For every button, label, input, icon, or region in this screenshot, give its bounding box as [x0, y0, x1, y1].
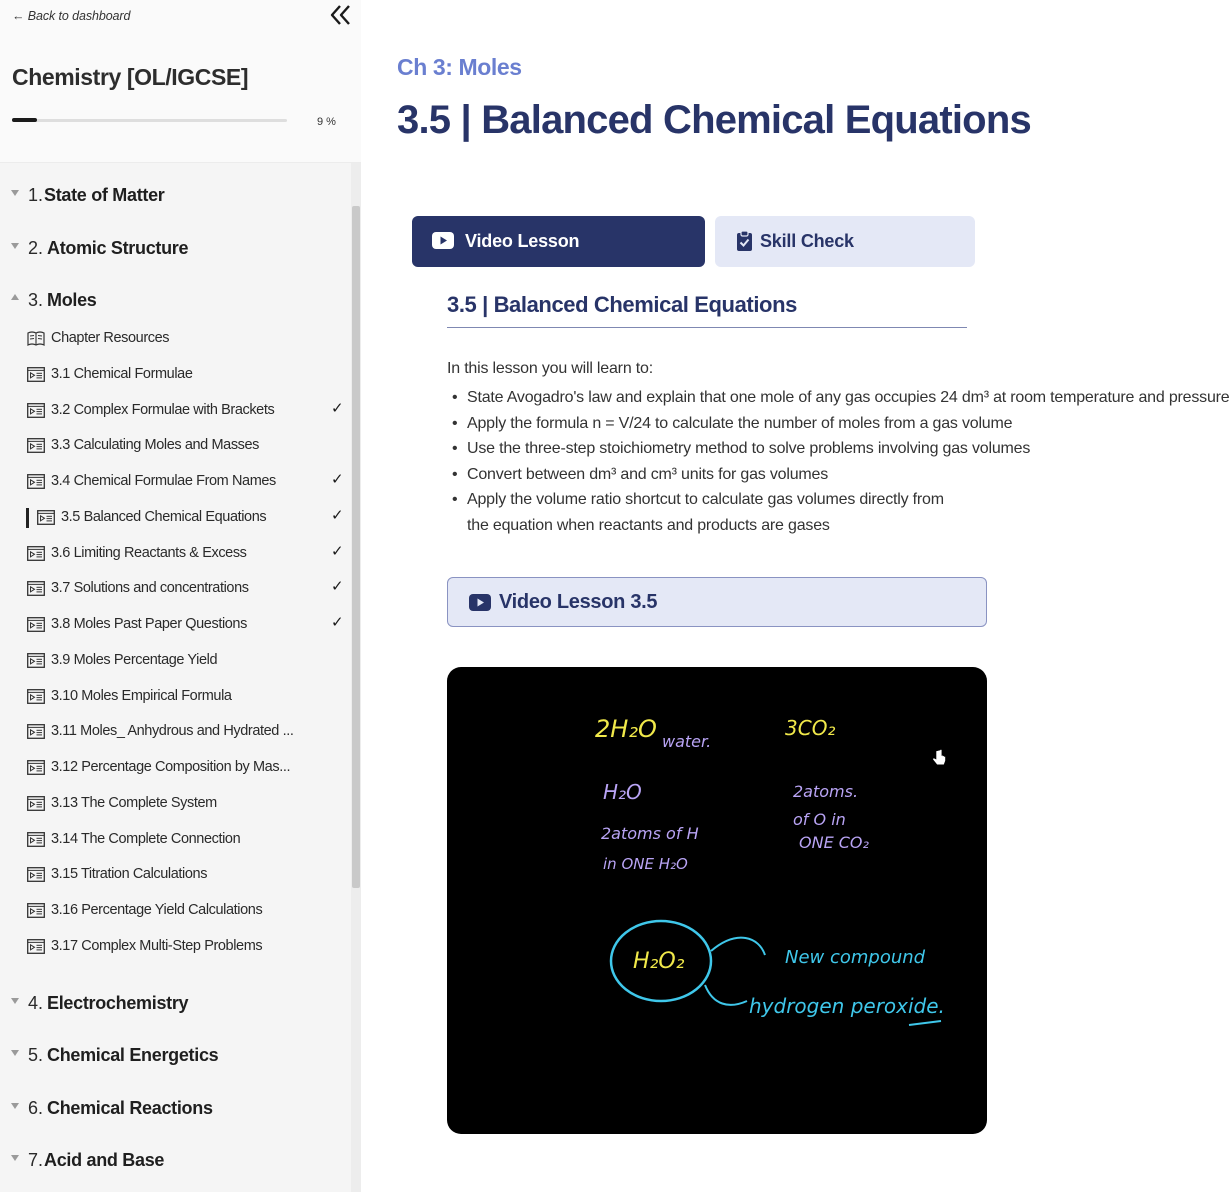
sidebar-lesson-label: 3.1 Chemical Formulae [51, 366, 193, 382]
video-lesson-icon [27, 939, 45, 954]
completed-check-icon: ✓ [331, 471, 344, 488]
back-to-dashboard-link[interactable]: ← Back to dashboard [12, 9, 131, 23]
board-text: H₂O [603, 780, 642, 804]
caret-down-icon [11, 1155, 19, 1161]
chapter-title: Atomic Structure [47, 238, 189, 258]
sidebar-lesson-label: 3.10 Moles Empirical Formula [51, 688, 232, 704]
sidebar-lesson-label: 3.13 The Complete System [51, 795, 217, 811]
board-text: H₂O₂ [633, 949, 685, 974]
sidebar-lesson-label: 3.14 The Complete Connection [51, 831, 241, 847]
board-text: 3CO₂ [785, 716, 836, 740]
caret-down-icon [11, 1050, 19, 1056]
sidebar-lesson-item[interactable] [0, 821, 350, 857]
youtube-play-icon [432, 232, 454, 249]
sidebar-lesson-label: 3.5 Balanced Chemical Equations [61, 509, 267, 525]
sidebar-header [0, 0, 361, 163]
section-title: 3.5 | Balanced Chemical Equations [447, 292, 797, 317]
chapter-item-5[interactable] [0, 1037, 350, 1073]
sidebar-lesson-item[interactable] [0, 928, 350, 964]
whiteboard-frame [447, 667, 987, 1134]
objectives-list [447, 385, 1229, 538]
sidebar-scrollbar-thumb[interactable] [352, 206, 360, 888]
objective-item [447, 436, 1031, 462]
sidebar-lesson-item[interactable] [0, 320, 350, 356]
completed-check-icon: ✓ [331, 400, 344, 417]
chapter-title: Chemical Energetics [47, 1045, 219, 1065]
objective-text: Use the three-step stoichiometry method to solve problems involving gas volumes [467, 440, 1031, 457]
sidebar-lesson-label: 3.12 Percentage Composition by Mas... [51, 759, 291, 775]
completed-check-icon: ✓ [331, 543, 344, 560]
page-title: 3.5 | Balanced Chemical Equations [397, 98, 1031, 142]
video-lesson-icon [27, 689, 45, 704]
video-lesson-icon [27, 796, 45, 811]
board-text: 2H₂O [595, 715, 657, 743]
chapter-title: State of Matter [44, 185, 165, 205]
board-text: of O in [793, 810, 846, 829]
course-progress-fill [12, 118, 37, 122]
sidebar-lesson-label: 3.11 Moles_ Anhydrous and Hydrated ... [51, 723, 294, 739]
chapter-item-2[interactable] [0, 230, 350, 266]
book-icon [27, 331, 45, 346]
double-chevron-left-icon [328, 2, 354, 28]
sidebar-lesson-label: 3.3 Calculating Moles and Masses [51, 437, 260, 453]
board-arrow [711, 938, 765, 955]
caret-down-icon [11, 190, 19, 196]
objective-item [447, 385, 1229, 411]
sidebar-lesson-label: 3.16 Percentage Yield Calculations [51, 902, 263, 918]
course-title: Chemistry [OL/IGCSE] [12, 64, 249, 90]
objective-item [447, 411, 1013, 437]
completed-check-icon: ✓ [331, 578, 344, 595]
caret-down-icon [11, 998, 19, 1004]
sidebar-lesson-label: 3.17 Complex Multi-Step Problems [51, 938, 263, 954]
chapter-number: 5. [28, 1045, 44, 1065]
sidebar-lesson-item[interactable] [0, 606, 350, 642]
objective-text: Apply the formula n = V/24 to calculate the number of moles from a gas volume [467, 414, 1013, 432]
board-text: New compound [785, 947, 926, 968]
sidebar-lesson-label: 3.15 Titration Calculations [51, 866, 208, 882]
board-arrow [705, 985, 747, 1005]
video-lesson-icon [27, 438, 45, 453]
collapse-sidebar-icon[interactable] [328, 2, 354, 28]
chapter-number: 2. [28, 238, 44, 258]
chapter-number: 7. [28, 1150, 44, 1170]
course-sidebar [0, 0, 361, 1192]
video-lesson-icon [27, 367, 45, 382]
board-text: water. [662, 732, 712, 751]
sidebar-lesson-item[interactable] [0, 785, 350, 821]
sidebar-lesson-label: 3.7 Solutions and concentrations [51, 580, 249, 596]
video-lesson-icon [27, 903, 45, 918]
video-lesson-icon [27, 581, 45, 596]
sidebar-lesson-item[interactable] [0, 642, 350, 678]
sidebar-lesson-item[interactable] [0, 678, 350, 714]
chapter-number: 6. [28, 1098, 44, 1118]
video-lesson-icon [27, 832, 45, 847]
lesson-content [362, 0, 1229, 1192]
chapter-title: Moles [47, 290, 97, 310]
sidebar-lesson-item[interactable] [0, 713, 350, 749]
sidebar-lesson-item[interactable] [0, 427, 350, 463]
video-lesson-icon [27, 403, 45, 418]
board-underline [909, 1021, 941, 1025]
board-text: 2atoms. [793, 782, 859, 801]
sidebar-lesson-label: 3.2 Complex Formulae with Brackets [51, 402, 275, 418]
chapter-label: Ch 3: Moles [397, 54, 522, 80]
board-text: ONE CO₂ [799, 833, 869, 852]
chapter-number: 4. [28, 993, 44, 1013]
objective-text: State Avogadro's law and explain that one mole of any gas occupies 24 dm³ at room temperature and pressure [467, 389, 1229, 406]
tab-skill-check[interactable] [715, 216, 975, 267]
section-divider [447, 327, 967, 328]
video-lesson-icon [27, 617, 45, 632]
caret-down-icon [11, 1103, 19, 1109]
sidebar-lesson-item[interactable] [0, 535, 350, 571]
sidebar-lesson-label: Chapter Resources [51, 330, 170, 346]
objective-text: Apply the volume ratio shortcut to calculate gas volumes directly from the equation when reactants and products are gases [467, 491, 944, 534]
objectives-intro: In this lesson you will learn to: [447, 360, 653, 377]
sidebar-lesson-label: 3.6 Limiting Reactants & Excess [51, 545, 247, 561]
hand-cursor-icon [933, 749, 946, 764]
video-lesson-title: Video Lesson 3.5 [499, 591, 658, 613]
youtube-play-icon [469, 594, 491, 611]
board-text: hydrogen peroxide. [749, 994, 945, 1018]
sidebar-lesson-label: 3.8 Moles Past Paper Questions [51, 616, 247, 632]
video-lesson-icon [27, 760, 45, 775]
chapter-number: 1. [28, 185, 44, 205]
sidebar-lesson-item[interactable] [0, 392, 350, 428]
video-lesson-icon [27, 546, 45, 561]
video-lesson-header[interactable] [447, 577, 987, 627]
chapter-item-7[interactable] [0, 1142, 350, 1178]
tab-label: Video Lesson [465, 231, 580, 251]
board-text: 2atoms of H [601, 824, 699, 843]
chapter-item-4[interactable] [0, 985, 350, 1021]
sidebar-lesson-item[interactable] [0, 570, 350, 606]
sidebar-lesson-item[interactable] [0, 856, 350, 892]
chapter-item-6[interactable] [0, 1090, 350, 1126]
chapter-number: 3. [28, 290, 44, 310]
completed-check-icon: ✓ [331, 614, 344, 631]
chapter-item-1[interactable] [0, 177, 350, 213]
video-lesson-icon [37, 510, 55, 525]
board-text: in ONE H₂O [603, 855, 688, 873]
course-progress-text: 9 % [317, 116, 336, 128]
tab-label: Skill Check [760, 231, 854, 251]
sidebar-lesson-item[interactable] [0, 463, 350, 499]
chapter-title: Chemical Reactions [47, 1098, 213, 1118]
objective-text: Convert between dm³ and cm³ units for gas volumes [467, 465, 829, 483]
chapter-title: Electrochemistry [47, 993, 189, 1013]
video-lesson-icon [27, 653, 45, 668]
video-lesson-icon [27, 474, 45, 489]
video-lesson-icon [27, 867, 45, 882]
chapter-title: Acid and Base [44, 1150, 165, 1170]
video-player[interactable] [447, 667, 987, 1134]
tab-video-lesson[interactable] [412, 216, 705, 267]
objective-item [447, 487, 952, 538]
completed-check-icon: ✓ [331, 507, 344, 524]
sidebar-lesson-item[interactable] [0, 499, 350, 535]
caret-up-icon [11, 294, 19, 300]
current-lesson-indicator [26, 508, 29, 528]
sidebar-lesson-item[interactable] [0, 749, 350, 785]
course-progress-bar [12, 119, 287, 122]
sidebar-lesson-label: 3.4 Chemical Formulae From Names [51, 473, 276, 489]
video-lesson-icon [27, 724, 45, 739]
objective-item [447, 462, 987, 488]
caret-down-icon [11, 243, 19, 249]
sidebar-lesson-item[interactable] [0, 892, 350, 928]
chapter-item-3[interactable] [0, 282, 350, 318]
sidebar-lesson-item[interactable] [0, 356, 350, 392]
clipboard-check-icon [737, 231, 752, 251]
sidebar-lesson-label: 3.9 Moles Percentage Yield [51, 652, 218, 668]
